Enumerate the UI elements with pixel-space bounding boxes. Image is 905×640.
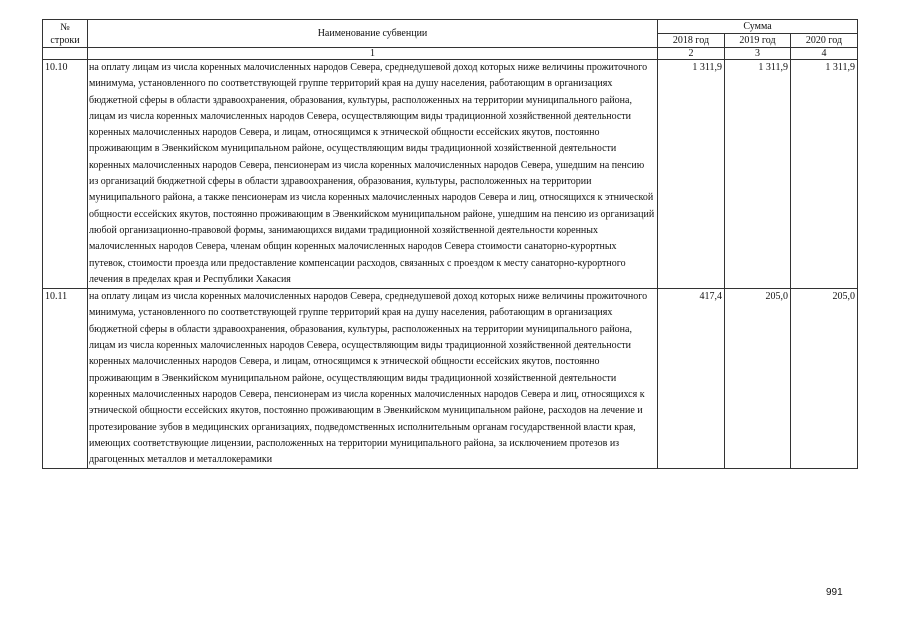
header-year-2020: 2020 год <box>791 34 858 48</box>
row-value-2020: 205,0 <box>791 289 858 469</box>
row-value-2019: 1 311,9 <box>725 60 791 289</box>
column-index-cell: 4 <box>791 48 858 60</box>
header-subvention-name: Наименование субвенции <box>88 20 658 48</box>
header-row-1 <box>43 20 858 34</box>
header-year-2019: 2019 год <box>725 34 791 48</box>
column-index-cell: 2 <box>658 48 725 60</box>
row-value-2020: 1 311,9 <box>791 60 858 289</box>
column-index-row <box>43 48 858 60</box>
row-description: на оплату лицам из числа коренных малочисленных народов Севера, среднедушевой доход которых ниже величины прожиточного минимума, установленного по соответствующей группе территорий края на душу населения, работающим в организациях бюджетной сферы в области здравоохранения, образования, культуры, расположенных на территории муниципального района, лицам из числа коренных малочисленных народов Севера, осуществляющим виды традиционной хозяйственной деятельности коренных малочисленных народов Севера, и лицам, относящимся к этнической общности ессейских якутов, постоянно проживающим в Эвенкийском муниципальном районе, осуществляющим виды традиционной хозяйственной деятельности коренных малочисленных народов Севера, пенсионерам из числа коренных малочисленных народов Севера, ушедшим на пенсию из организаций бюджетной сферы в области здравоохранения, образования, культуры, расположенных на территории муниципального района, а также пенсионерам из числа коренных малочисленных народов Севера и лиц, относящихся к этнической общности ессейских якутов, постоянно проживающим в Эвенкийском муниципальном районе, ушедшим на пенсию из организаций любой организационно-правовой формы, занимающихся видами традиционной хозяйственной деятельности коренных малочисленных народов Севера, членам общин коренных малочисленных народов Севера стоимости санаторно-курортных путевок, стоимости проезда или предоставление компенсации расходов, связанных с проездом к месту санаторно-курортного лечения в пределах края и Республики Хакасия <box>88 60 658 289</box>
row-description: на оплату лицам из числа коренных малочисленных народов Севера, среднедушевой доход которых ниже величины прожиточного минимума, установленного по соответствующей группе территорий края на душу населения, работающим в организациях бюджетной сферы в области здравоохранения, образования, культуры, расположенных на территории муниципального района, лицам из числа коренных малочисленных народов Севера, осуществляющим виды традиционной хозяйственной деятельности коренных малочисленных народов Севера, и лицам, относящимся к этнической общности ессейских якутов, постоянно проживающим в Эвенкийском муниципальном районе, осуществляющим виды традиционной хозяйственной деятельности коренных малочисленных народов Севера, пенсионерам из числа коренных малочисленных народов Севера и лиц, относящихся к этнической общности ессейских якутов, постоянно проживающим в Эвенкийском муниципальном районе, расходов на лечение и протезирование зубов в медицинских организациях, подведомственных исполнительным органам государственной власти края, имеющих соответствующие лицензии, расположенных на территории муниципального района, за исключением протезов из драгоценных металлов и металлокерамики <box>88 289 658 469</box>
column-index-cell: 3 <box>725 48 791 60</box>
column-index-cell: 1 <box>88 48 658 60</box>
row-number: 10.10 <box>43 60 88 289</box>
header-row-number: № строки <box>43 20 88 48</box>
header-sum: Сумма <box>658 20 858 34</box>
row-value-2018: 1 311,9 <box>658 60 725 289</box>
column-index-cell <box>43 48 88 60</box>
page-number: 991 <box>826 587 843 598</box>
table-row <box>43 289 858 469</box>
row-value-2018: 417,4 <box>658 289 725 469</box>
header-year-2018: 2018 год <box>658 34 725 48</box>
table-row <box>43 60 858 289</box>
row-number: 10.11 <box>43 289 88 469</box>
row-value-2019: 205,0 <box>725 289 791 469</box>
subvention-table <box>42 19 858 469</box>
